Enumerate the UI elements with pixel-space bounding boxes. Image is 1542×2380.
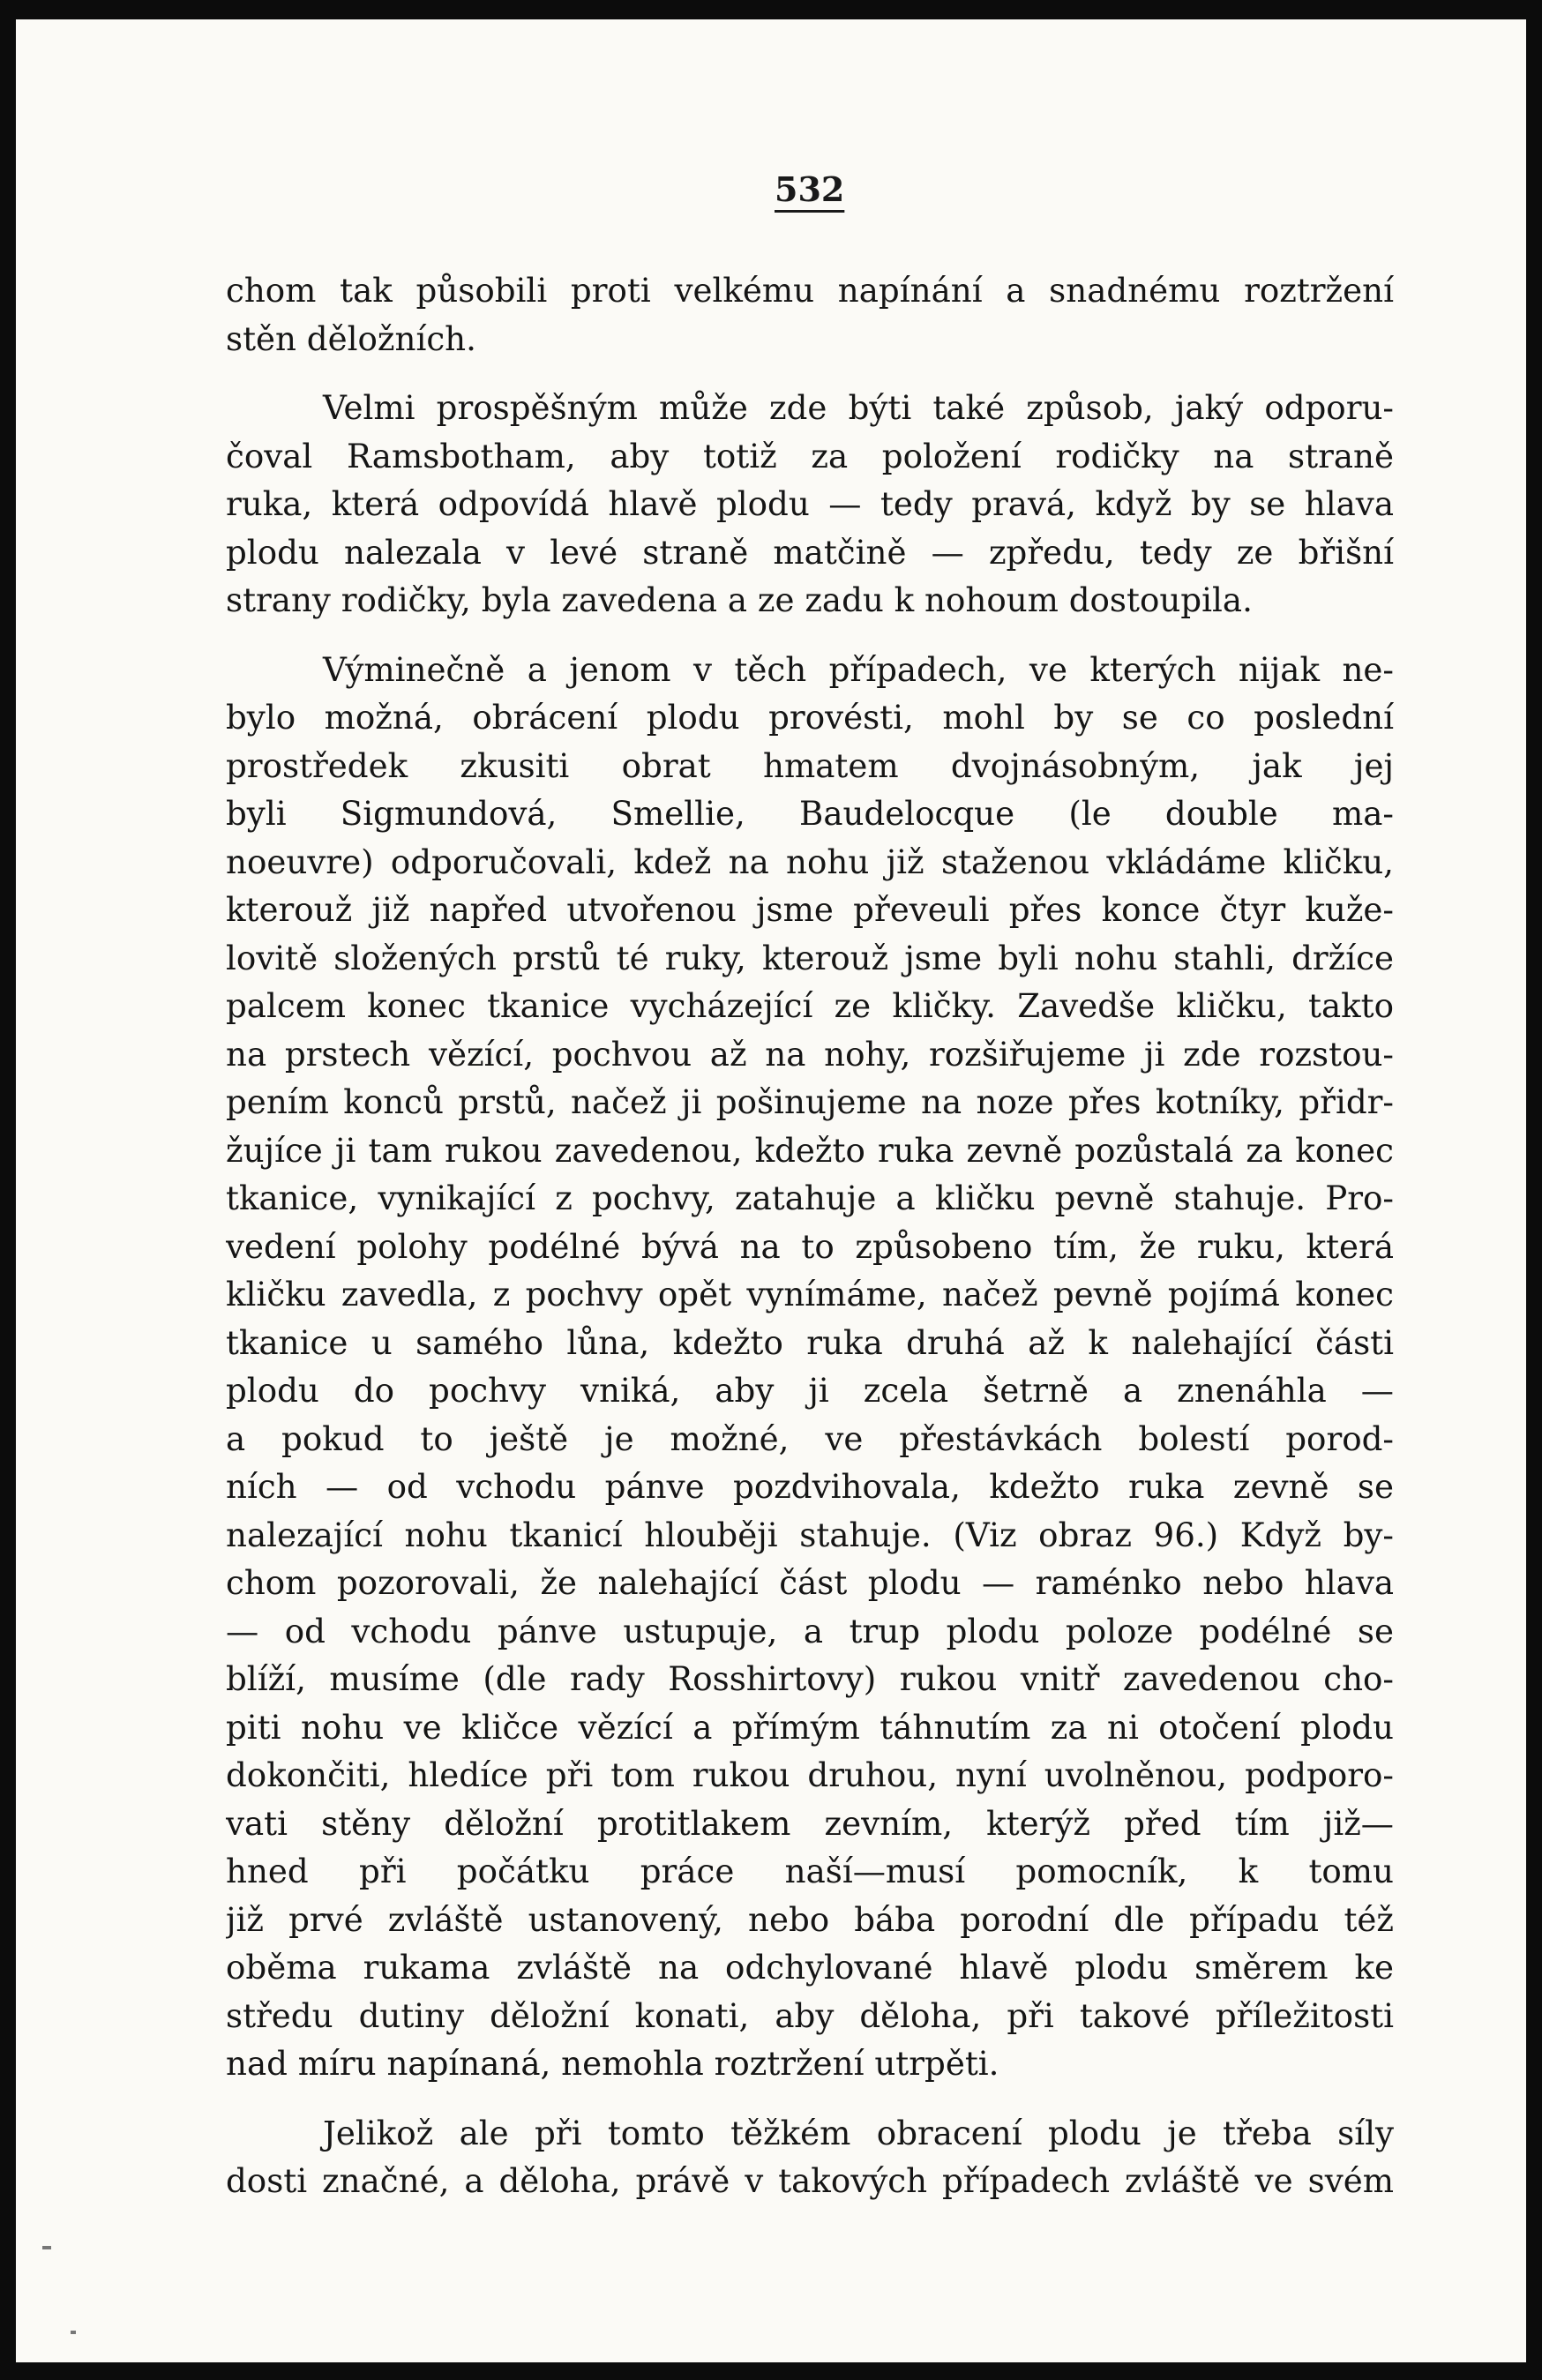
text-line: stěn děložních. [226,318,476,358]
text-line: pením konců prstů, načež ji pošinujeme na noze přes kotníky, přidr- [226,1082,1394,1121]
text-line: prostředek zkusiti obrat hmatem dvojnásobným, jak jej [226,745,1394,785]
text-line: chom tak působili proti velkému napínání a snadnému roztržení [226,271,1394,310]
page-number: 532 [775,169,845,209]
text-line: — od vchodu pánve ustupuje, a trup plodu poloze podélné se [226,1611,1394,1650]
text-line: piti nohu ve kličce vězící a přímým táhnutím za ni otočení plodu [226,1707,1394,1747]
paragraph-first-line: Velmi prospěšným může zde býti také způsob, jaký odporu- [323,388,1394,427]
text-line: kterouž již napřed utvořenou jsme převeuli přes konce čtyr kuže- [226,890,1394,929]
text-line: oběma rukama zvláště na odchylované hlavě plodu směrem ke [226,1948,1394,1987]
text-line: vedení polohy podélné bývá na to způsobeno tím, že ruku, která [226,1226,1394,1266]
text-line: dosti značné, a děloha, právě v takových případech zvláště ve svém [226,2161,1394,2200]
text-line: ruka, která odpovídá hlavě plodu — tedy pravá, když by se hlava [226,484,1394,523]
scan-speck [42,2246,51,2249]
text-line: bylo možná, obrácení plodu provésti, mohl by se co poslední [226,698,1394,737]
text-line: a pokud to ještě je možné, ve přestávkách bolestí porod- [226,1418,1394,1458]
text-line: vati stěny děložní protitlakem zevním, kterýž před tím již— [226,1803,1394,1843]
text-line: blíží, musíme (dle rady Rosshirtovy) rukou vnitř zavedenou cho- [226,1659,1394,1698]
paragraph-first-line: Výminečně a jenom v těch případech, ve kterých nijak ne- [323,649,1394,689]
text-line: byli Sigmundová, Smellie, Baudelocque (le double ma- [226,794,1394,833]
text-line: nad míru napínaná, nemohla roztržení utrpěti. [226,2044,999,2083]
text-line: hned při počátku práce naší—musí pomocník, k tomu [226,1852,1394,1890]
text-line: strany rodičky, byla zavedena a ze zadu k nohoum dostoupila. [226,580,1253,619]
text-line: žujíce ji tam rukou zavedenou, kdežto ruka zevně pozůstalá za konec [226,1130,1394,1170]
text-line: kličku zavedla, z pochvy opět vynímáme, načež pevně pojímá konec [226,1275,1394,1313]
text-line: plodu do pochvy vniká, aby ji zcela šetrně a znenáhla — [226,1371,1394,1410]
book-page [16,19,1526,2362]
scan-speck [71,2331,76,2334]
text-line: dokončiti, hledíce při tom rukou druhou, nyní uvolněnou, podporo- [226,1755,1394,1794]
text-line: tkanice u samého lůna, kdežto ruka druhá až k nalehající části [226,1322,1394,1362]
body-text [226,266,1394,2205]
text-line: palcem konec tkanice vycházející ze kličky. Zavedše kličku, takto [226,986,1394,1025]
text-line: plodu nalezala v levé straně matčině — zpředu, tedy ze břišní [226,532,1394,572]
text-line: na prstech vězící, pochvou až na nohy, rozšiřujeme ji zde rozstou- [226,1034,1394,1074]
text-line: lovitě složených prstů té ruky, kterouž jsme byli nohu stahli, držíce [226,938,1394,977]
text-line: chom pozorovali, že nalehající část plodu — raménko nebo hlava [226,1563,1394,1602]
text-line: čoval Ramsbotham, aby totiž za položení rodičky na straně [226,436,1394,475]
paragraph-first-line: Jelikož ale při tomto těžkém obracení plodu je třeba síly [323,2113,1394,2152]
text-line: středu dutiny děložní konati, aby děloha, při takové příležitosti [226,1995,1394,2035]
text-line: nalezající nohu tkanicí hlouběji stahuje. (Viz obraz 96.) Když by- [226,1515,1394,1554]
text-line: již prvé zvláště ustanovený, nebo bába porodní dle případu též [226,1899,1394,1939]
text-line: ních — od vchodu pánve pozdvihovala, kdežto ruka zevně se [226,1467,1394,1506]
text-line: tkanice, vynikající z pochvy, zatahuje a kličku pevně stahuje. Pro- [226,1179,1394,1217]
text-line: noeuvre) odporučovali, kdež na nohu již staženou vkládáme kličku, [226,842,1394,881]
